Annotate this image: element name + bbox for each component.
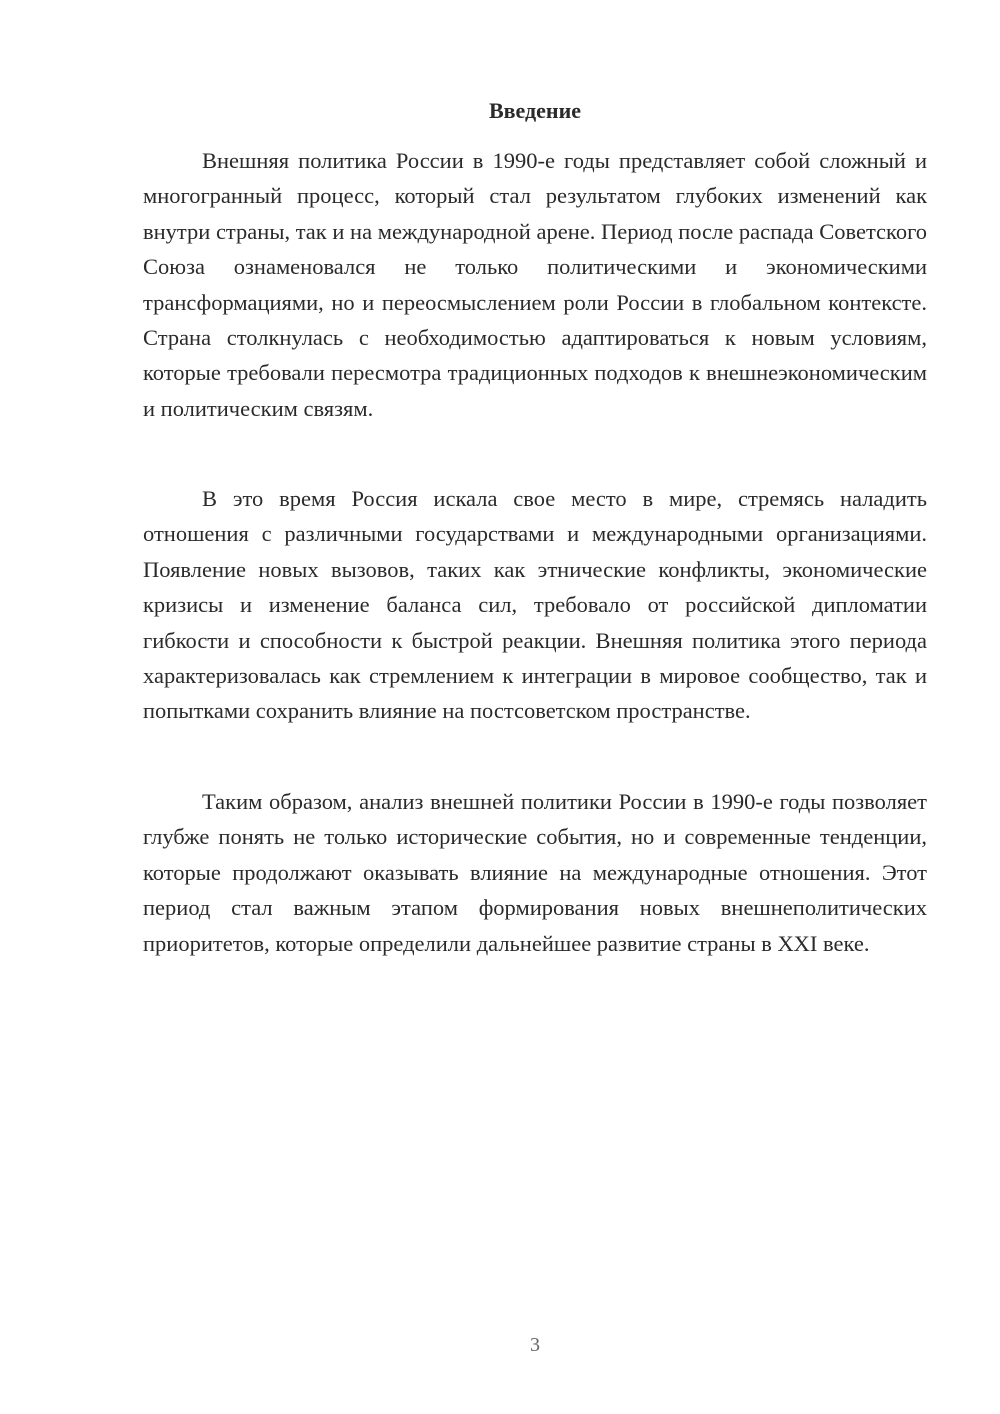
paragraph-2: В это время Россия искала свое место в мире, стремясь наладить отношения с различными государствами и международными организациями. Появление новых вызовов, таких как этнические конфликты, экономические кризисы и изменение баланса сил, требовало от российской дипломатии гибкости и способности к быстрой реакции. Внешняя политика этого периода характеризовалась как стремлением к интеграции в мировое сообщество, так и попытками сохранить влияние на постсоветском пространстве. [143, 486, 927, 724]
paragraph-3: Таким образом, анализ внешней политики России в 1990-е годы позволяет глубже понять не только исторические события, но и современные тенденции, которые продолжают оказывать влияние на международные отношения. Этот период стал важным этапом формирования новых внешнеполитических приоритетов, которые определили дальнейшее развитие страны в XXI веке. [143, 789, 927, 956]
paragraph-1: Внешняя политика России в 1990-е годы представляет собой сложный и многогранный процесс, который стал результатом глубоких изменений как внутри страны, так и на международной арене. Период после распада Советского Союза ознаменовался не только политическими и экономическими трансформациями, но и переосмыслением роли России в глобальном контексте. Страна столкнулась с необходимостью адаптироваться к новым условиям, которые требовали пересмотра традиционных подходов к внешнеэкономическим и политическим связям. [143, 148, 927, 421]
page-number: 3 [530, 1334, 540, 1356]
section-heading: Введение [488, 98, 582, 123]
